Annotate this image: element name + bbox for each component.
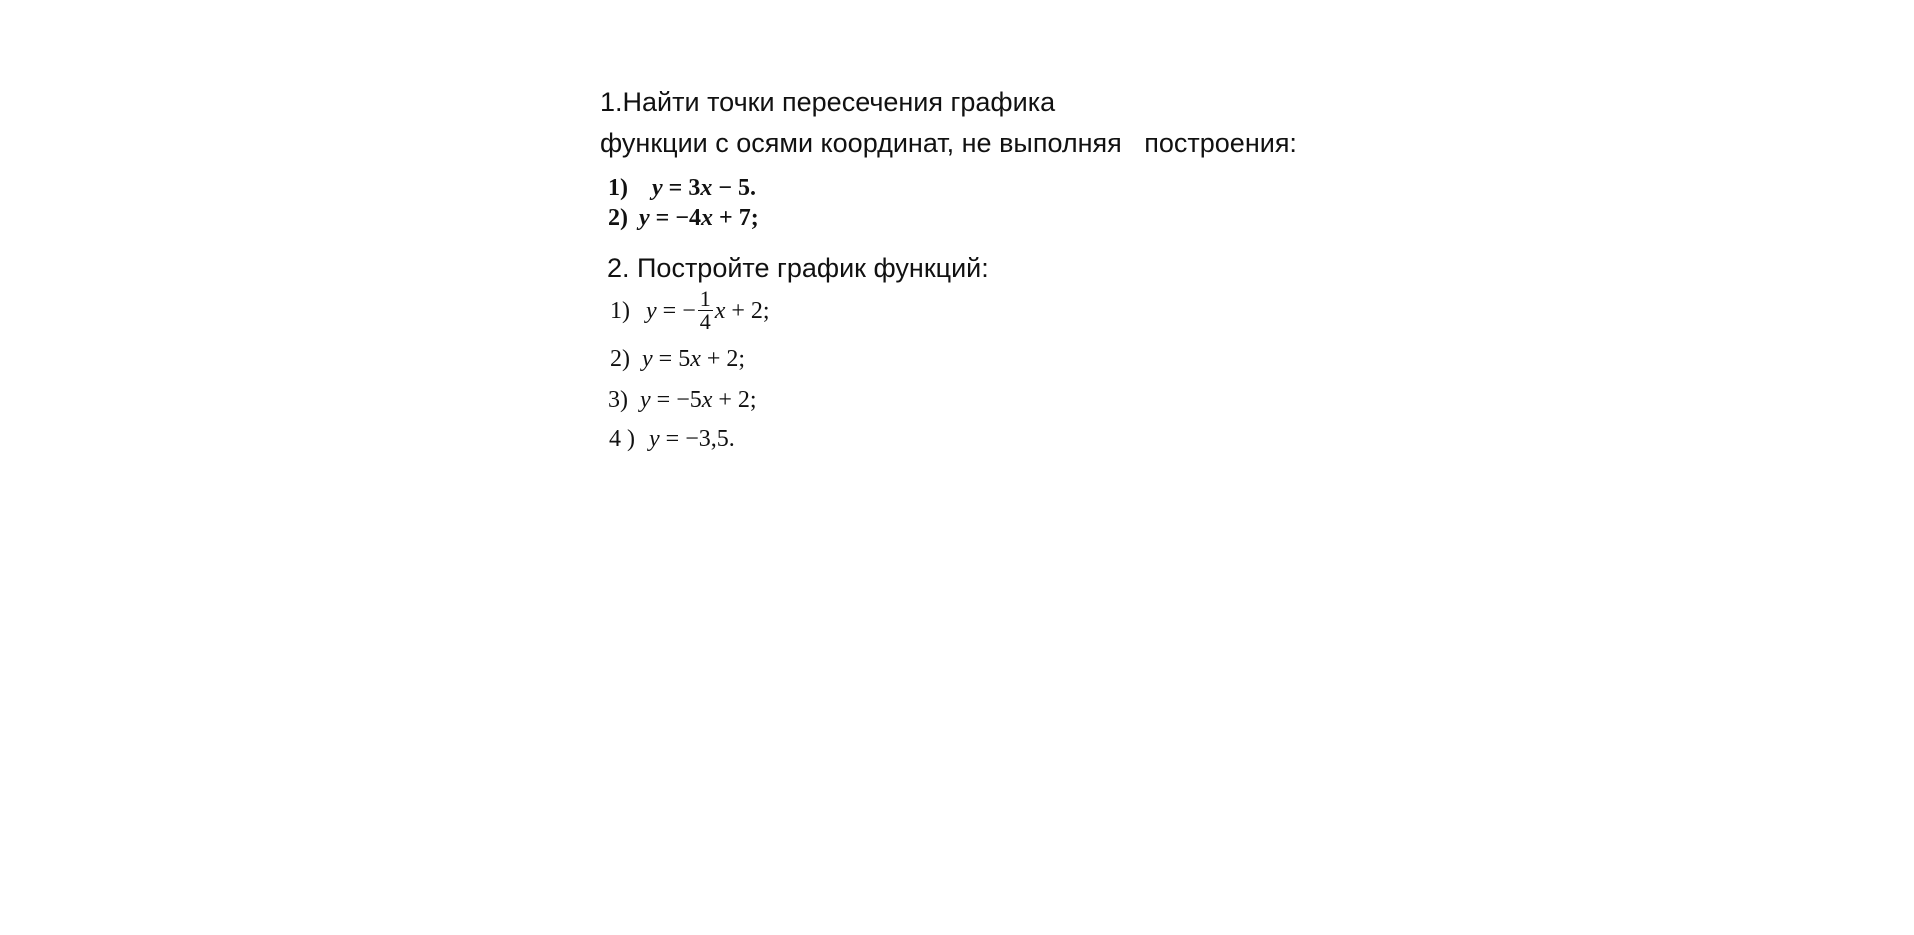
- item-number: 2): [608, 205, 628, 231]
- task2-item-3: [608, 385, 757, 415]
- task2-heading: 2. Постройте график функций:: [607, 253, 989, 283]
- formula: y = −3,5.: [649, 426, 735, 452]
- task2-item-1: [610, 286, 770, 335]
- task1-heading-line1: [600, 86, 1055, 118]
- task1-heading-line2: функции с осями координат, не выполняя построения:: [600, 128, 1297, 158]
- formula: y = 3x − 5.: [652, 175, 757, 201]
- formula: y = −5x + 2;: [640, 387, 757, 413]
- task2-item-4: [609, 424, 735, 454]
- formula: y = − $\frac{1}{4}$ x + 2;: [646, 286, 770, 334]
- task1-line1-text: Найти точки пересечения графика: [622, 87, 1056, 117]
- formula: y = −4x + 7;: [639, 205, 759, 231]
- formula: y = 5x + 2;: [642, 346, 746, 372]
- task1-number: 1.: [600, 87, 623, 117]
- task1-item-2: [608, 203, 759, 233]
- item-number: 1): [610, 298, 630, 325]
- item-number: 4 ): [609, 426, 635, 452]
- item-number: 2): [610, 346, 630, 372]
- task2-item-2: [610, 344, 745, 374]
- fraction: $\frac{1}{4}$: [699, 286, 711, 334]
- item-number: 1): [608, 175, 628, 201]
- item-number: 3): [608, 387, 628, 413]
- task1-item-1: [608, 173, 756, 203]
